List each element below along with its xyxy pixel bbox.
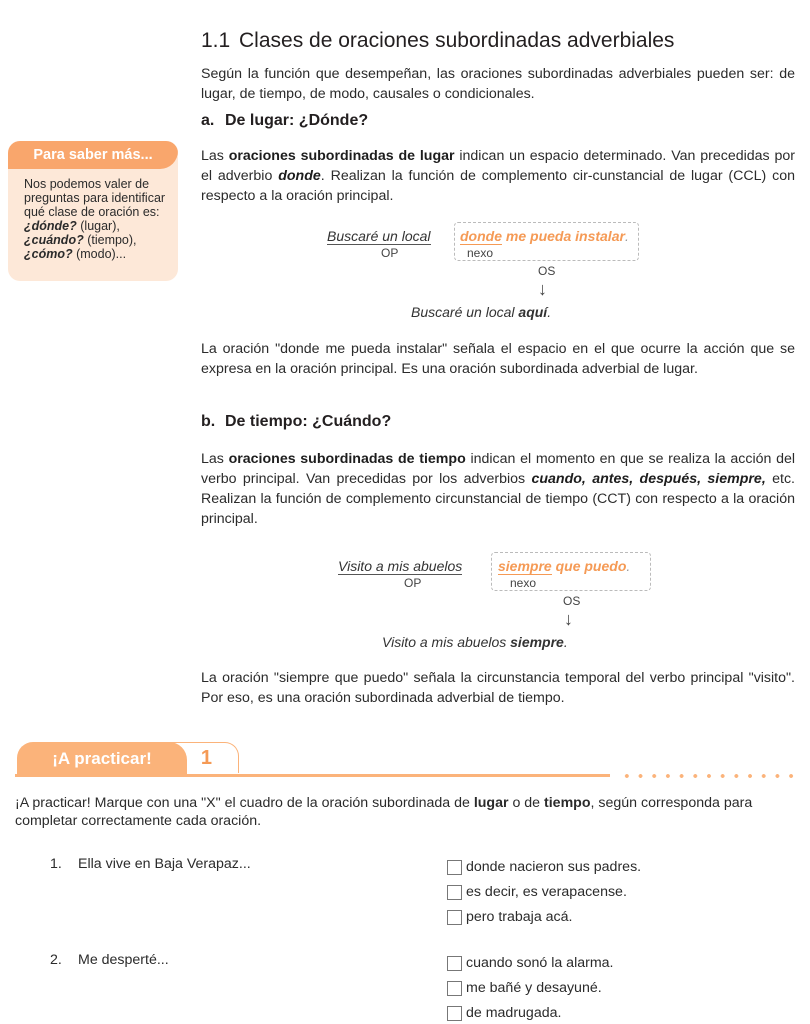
bold-word: lugar	[473, 795, 509, 811]
option[interactable]	[447, 882, 641, 902]
text: . Realizan la función de complemento cir-cunstancial de lugar (CCL) con respecto a la oración principal.	[201, 168, 795, 204]
practice-tab	[17, 742, 240, 775]
checkbox[interactable]	[447, 860, 462, 875]
heading-lugar	[201, 112, 368, 130]
text: Las	[201, 148, 229, 164]
text: o de	[508, 795, 545, 811]
sidebar-label: (tiempo),	[87, 233, 137, 247]
sidebar-title: Para saber más...	[8, 141, 178, 169]
sidebar-question: ¿cuándo?	[24, 233, 84, 247]
section-number: 1.1	[201, 29, 231, 52]
op-clause: Visito a mis abuelos	[338, 558, 463, 574]
arrow-down-icon: ↓	[564, 609, 573, 629]
question-number: 2.	[50, 952, 62, 968]
text: ¡A practicar! Marque con una "X" el cuadro de la oración subordinada de	[15, 795, 474, 811]
sidebar-label: (lugar),	[80, 219, 120, 233]
tiempo-paragraph-1	[201, 449, 795, 529]
text: indican un espacio determinado. Van precedidas por el adverbio	[201, 148, 795, 184]
nexo-label: nexo	[467, 246, 494, 260]
checkbox[interactable]	[447, 956, 462, 971]
os-rest: me pueda instalar	[502, 228, 625, 244]
sidebar-question: ¿dónde?	[24, 219, 77, 233]
result-period: .	[547, 304, 552, 320]
option[interactable]	[447, 978, 614, 998]
question-text: Ella vive en Baja Verapaz...	[78, 856, 251, 872]
result-sentence	[411, 304, 551, 320]
checkbox[interactable]	[447, 910, 462, 925]
option[interactable]	[447, 907, 641, 927]
section-title	[201, 29, 674, 53]
option-text: pero trabaja acá.	[466, 909, 573, 925]
lugar-paragraph-2: La oración "donde me pueda instalar" señala el espacio en el que ocurre la acción que se expresa en la oración principal. Es una oración subordinada adverbial de lugar.	[201, 341, 795, 377]
heading-letter: b.	[201, 413, 216, 430]
op-label: OP	[404, 576, 422, 590]
op-label: OP	[381, 246, 399, 260]
heading-tiempo	[201, 413, 391, 431]
sidebar-body	[8, 169, 178, 261]
option[interactable]	[447, 953, 614, 973]
text: indican el momento en que se realiza la acción del verbo principal. Van precedidas por los adverbios	[201, 451, 796, 487]
os-label: OS	[563, 594, 581, 608]
os-label: OS	[538, 264, 556, 278]
text: Las	[201, 451, 229, 467]
period: .	[626, 558, 631, 574]
dotted-divider	[620, 774, 800, 778]
op-clause: Buscaré un local	[327, 228, 431, 244]
heading-text: De tiempo: ¿Cuándo?	[225, 413, 392, 430]
intro-paragraph: Según la función que desempeñan, las oraciones subordinadas adverbiales pueden ser: de lugar, de tiempo, de modo, causales o condicionales.	[201, 66, 795, 102]
tiempo-paragraph-2: La oración "siempre que puedo" señala la circunstancia temporal del verbo principal "visito". Por eso, es una oración subordinada adverbial de tiempo.	[201, 670, 795, 706]
result-adverb: siempre	[510, 634, 564, 650]
os-clause	[498, 558, 630, 574]
result-sentence	[382, 634, 568, 650]
bold-term: oraciones subordinadas de lugar	[228, 148, 455, 164]
bold-word: tiempo	[544, 795, 591, 811]
heading-letter: a.	[201, 112, 215, 129]
option-text: cuando sonó la alarma.	[466, 955, 614, 971]
nexo-word: donde	[460, 228, 502, 244]
bold-adverb: donde	[278, 168, 321, 184]
nexo-label: nexo	[510, 576, 537, 590]
sidebar-item	[24, 219, 178, 233]
period: .	[624, 228, 629, 244]
sidebar-question: ¿cómo?	[24, 247, 73, 261]
option[interactable]	[447, 1003, 614, 1023]
bold-adverbs: cuando, antes, después, siempre,	[531, 471, 766, 487]
checkbox[interactable]	[447, 1006, 462, 1021]
option-text: me bañé y desayuné.	[466, 980, 602, 996]
option[interactable]	[447, 857, 641, 877]
text: , según corresponda para completar correctamente cada oración.	[15, 795, 753, 829]
result-text: Buscaré un local	[411, 304, 519, 320]
question-2	[50, 952, 169, 968]
os-clause	[460, 228, 629, 244]
nexo-word: siempre	[498, 558, 552, 574]
question-2-options	[447, 953, 614, 1023]
bold-term: oraciones subordinadas de tiempo	[228, 451, 466, 467]
sidebar-item	[24, 233, 178, 247]
question-text: Me desperté...	[78, 952, 169, 968]
lugar-paragraph-1	[201, 146, 795, 206]
result-period: .	[563, 634, 568, 650]
sidebar-text: Nos podemos valer de preguntas para identificar qué clase de oración es:	[24, 177, 166, 219]
info-sidebar	[8, 141, 178, 281]
option-text: de madrugada.	[466, 1005, 562, 1021]
arrow-down-icon: ↓	[538, 279, 547, 299]
option-text: donde nacieron sus padres.	[466, 859, 642, 875]
heading-text: De lugar: ¿Dónde?	[225, 112, 369, 129]
practice-instructions	[15, 794, 795, 830]
sidebar-item	[24, 247, 178, 261]
checkbox[interactable]	[447, 885, 462, 900]
question-number: 1.	[50, 856, 62, 872]
text: etc. Realizan la función de complemento circunstancial de tiempo (CCT) con respecto a la oración principal.	[201, 471, 795, 527]
section-title-text: Clases de oraciones subordinadas adverbiales	[239, 29, 675, 52]
sidebar-label: (modo)...	[76, 247, 127, 261]
result-text: Visito a mis abuelos	[382, 634, 511, 650]
result-adverb: aquí	[518, 304, 548, 320]
practice-tab-number: 1	[167, 742, 239, 773]
question-1-options	[447, 857, 641, 927]
question-1	[50, 856, 251, 872]
option-text: es decir, es verapacense.	[466, 884, 627, 900]
practice-tab-label: ¡A practicar!	[17, 742, 187, 775]
checkbox[interactable]	[447, 981, 462, 996]
os-rest: que puedo	[551, 558, 627, 574]
